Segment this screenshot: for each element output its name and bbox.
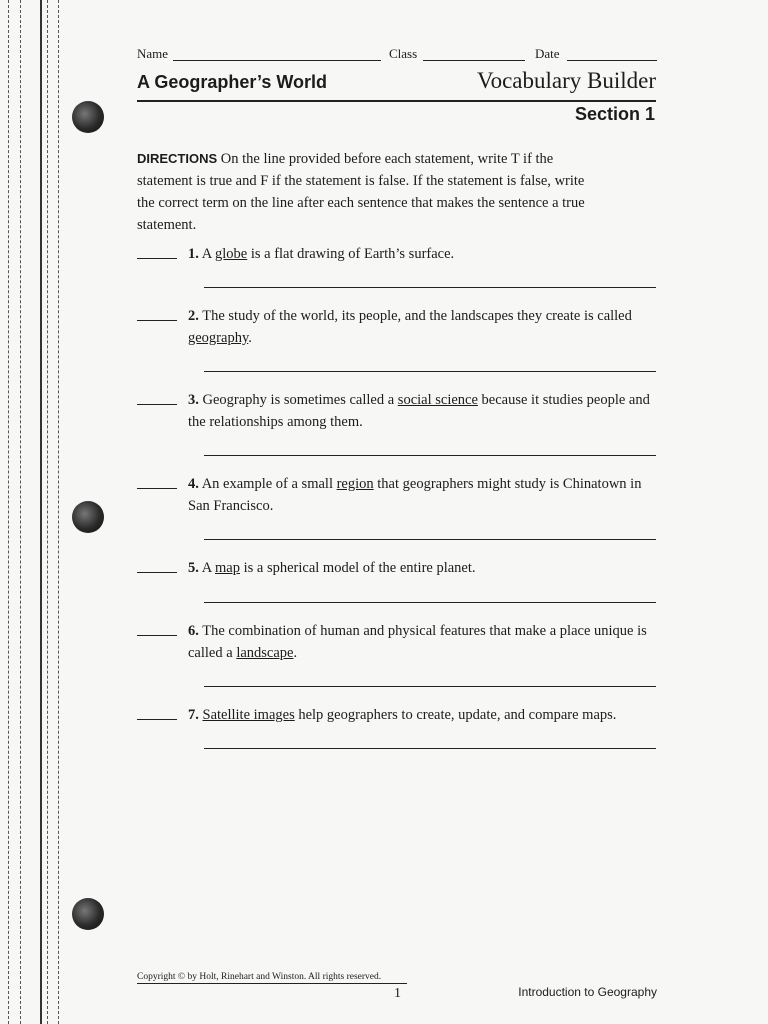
- correction-line[interactable]: [204, 748, 656, 749]
- class-field[interactable]: [423, 60, 525, 61]
- underlined-term: landscape: [236, 645, 294, 661]
- question-text: 6. The combination of human and physical features that make a place unique is called a landscape.: [188, 623, 647, 661]
- underlined-term: region: [336, 476, 374, 492]
- name-field[interactable]: [173, 60, 381, 61]
- tf-answer-blank[interactable]: [137, 635, 177, 636]
- punch-hole: [72, 101, 104, 133]
- correction-line[interactable]: [204, 602, 656, 603]
- question-text: 7. Satellite images help geographers to create, update, and compare maps.: [188, 707, 617, 723]
- header-fields: [137, 44, 657, 64]
- section-label: Section 1: [574, 104, 655, 124]
- copyright-notice: Copyright © by Holt, Rinehart and Winston. All rights reserved.: [137, 972, 407, 984]
- underlined-term: Satellite images: [202, 707, 295, 723]
- tf-answer-blank[interactable]: [137, 719, 177, 720]
- tf-answer-blank[interactable]: [137, 320, 177, 321]
- directions-keyword: DIRECTIONS: [137, 151, 218, 166]
- header-rule: [137, 100, 656, 102]
- page-number: 1: [394, 986, 401, 1001]
- question-text: 3. Geography is sometimes called a social science because it studies people and the relationships among them.: [188, 392, 650, 430]
- date-label: Date: [535, 46, 560, 61]
- tf-answer-blank[interactable]: [137, 488, 177, 489]
- question-text: 1. A globe is a flat drawing of Earth’s surface.: [188, 246, 455, 262]
- correction-line[interactable]: [204, 287, 656, 288]
- question-text: 4. An example of a small region that geographers might study is Chinatown in San Francisco.: [188, 476, 642, 514]
- tf-answer-blank[interactable]: [137, 258, 177, 259]
- question-text: 2. The study of the world, its people, and the landscapes they create is called geography.: [188, 308, 632, 346]
- underlined-term: map: [215, 560, 240, 576]
- correction-line[interactable]: [204, 539, 656, 540]
- date-field[interactable]: [567, 60, 657, 61]
- question-text: 5. A map is a spherical model of the entire planet.: [188, 560, 476, 576]
- directions: [137, 148, 587, 236]
- tf-answer-blank[interactable]: [137, 572, 177, 573]
- underlined-term: social science: [397, 392, 478, 408]
- correction-line[interactable]: [204, 686, 656, 687]
- punch-hole: [72, 501, 104, 533]
- correction-line[interactable]: [204, 455, 656, 456]
- underlined-term: globe: [215, 246, 248, 262]
- worksheet-subtitle: Vocabulary Builder: [476, 68, 656, 93]
- underlined-term: geography: [188, 330, 249, 346]
- directions-text: On the line provided before each statement, write T if the statement is true and F if the statement is false. If the statement is false, write the correct term on the line after each sentence that makes the sentence a true statement.: [137, 151, 585, 233]
- binding-edge: [0, 0, 70, 1024]
- correction-line[interactable]: [204, 371, 656, 372]
- book-title: Introduction to Geography: [518, 985, 657, 999]
- punch-hole: [72, 898, 104, 930]
- tf-answer-blank[interactable]: [137, 404, 177, 405]
- worksheet-title: A Geographer’s World: [137, 72, 328, 92]
- class-label: Class: [389, 46, 418, 61]
- name-label: Name: [137, 46, 169, 61]
